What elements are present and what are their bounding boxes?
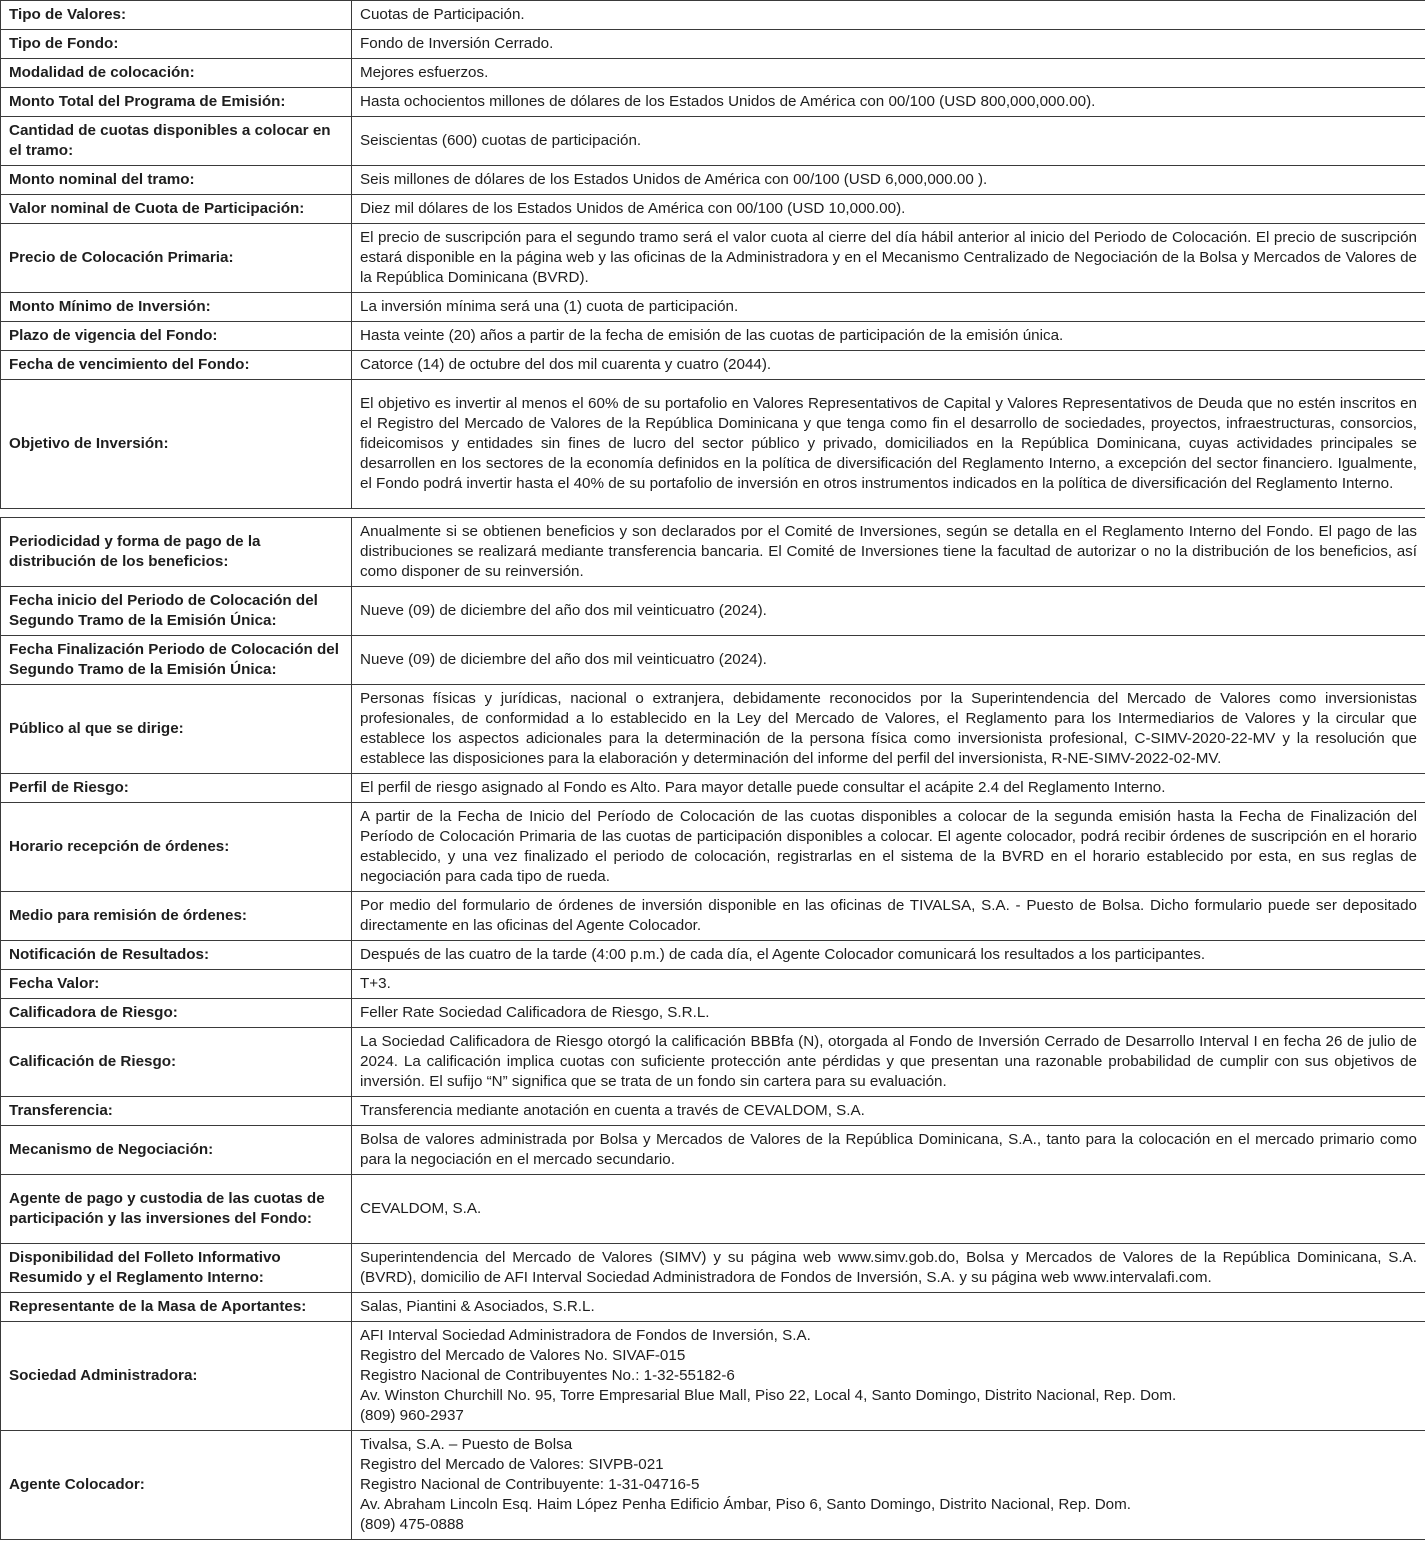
- field-value-fecha-valor: T+3.: [352, 970, 1425, 999]
- field-value-medio-para-remision-de-ordenes: Por medio del formulario de órdenes de inversión disponible en las oficinas de TIVALSA, S.A. - Puesto de Bolsa. Dicho formulario puede ser depositado directamente en las oficinas del Agente Colocador.: [352, 892, 1425, 941]
- field-value-representante-de-la-masa-de-aportantes: Salas, Piantini & Asociados, S.R.L.: [352, 1293, 1425, 1322]
- field-label-monto-minimo-de-inversion: Monto Mínimo de Inversión:: [1, 293, 352, 322]
- field-label-fecha-valor: Fecha Valor:: [1, 970, 352, 999]
- field-label-modalidad-de-colocacion: Modalidad de colocación:: [1, 59, 352, 88]
- table-row: [1, 774, 1425, 803]
- table-row: [1, 1293, 1425, 1322]
- field-value-monto-nominal-del-tramo: Seis millones de dólares de los Estados Unidos de América con 00/100 (USD 6,000,000.00 ).: [352, 166, 1425, 195]
- field-value-fecha-inicio-del-periodo-de-colocacion-del-segundo-tramo-de-la-emision-unica: Nueve (09) de diciembre del año dos mil veinticuatro (2024).: [352, 587, 1425, 636]
- field-label-agente-colocador: Agente Colocador:: [1, 1431, 352, 1540]
- table-row: [1, 195, 1425, 224]
- table-row: [1, 1126, 1425, 1175]
- field-value-monto-total-del-programa-de-emision: Hasta ochocientos millones de dólares de los Estados Unidos de América con 00/100 (USD 800,000,000.00).: [352, 88, 1425, 117]
- field-value-disponibilidad-del-folleto-informativo-resumido-y-el-reglamento-interno: Superintendencia del Mercado de Valores (SIMV) y su página web www.simv.gob.do, Bolsa y Mercados de Valores de la República Dominicana, S.A. (BVRD), domicilio de AFI Interval Sociedad Administradora de Fondos de Inversión, S.A. y su página web www.intervalafi.com.: [352, 1244, 1425, 1293]
- table-row: [1, 1175, 1425, 1244]
- field-label-disponibilidad-del-folleto-informativo-resumido-y-el-reglamento-interno: Disponibilidad del Folleto Informativo Resumido y el Reglamento Interno:: [1, 1244, 352, 1293]
- table-row: [1, 803, 1425, 892]
- value-line: (809) 960-2937: [360, 1407, 464, 1424]
- table-row: [1, 224, 1425, 293]
- field-label-calificadora-de-riesgo: Calificadora de Riesgo:: [1, 999, 352, 1028]
- field-label-transferencia: Transferencia:: [1, 1097, 352, 1126]
- field-value-notificacion-de-resultados: Después de las cuatro de la tarde (4:00 p.m.) de cada día, el Agente Colocador comunicará los resultados a los participantes.: [352, 941, 1425, 970]
- field-label-publico-al-que-se-dirige: Público al que se dirige:: [1, 685, 352, 774]
- fund-terms-table-2: [0, 517, 1425, 1540]
- table-row: [1, 970, 1425, 999]
- table-row: [1, 1097, 1425, 1126]
- fund-terms-table-1: [0, 0, 1425, 509]
- value-line: AFI Interval Sociedad Administradora de Fondos de Inversión, S.A.: [360, 1327, 811, 1344]
- field-value-tipo-de-fondo: Fondo de Inversión Cerrado.: [352, 30, 1425, 59]
- table-row: [1, 941, 1425, 970]
- table-row: [1, 685, 1425, 774]
- field-label-medio-para-remision-de-ordenes: Medio para remisión de órdenes:: [1, 892, 352, 941]
- table-row: [1, 636, 1425, 685]
- table-row: [1, 117, 1425, 166]
- table-row: [1, 59, 1425, 88]
- table-row: [1, 351, 1425, 380]
- table-row: [1, 1, 1425, 30]
- field-label-fecha-finalizacion-periodo-de-colocacion-del-segundo-tramo-de-la-emision-unica: Fecha Finalización Periodo de Colocación del Segundo Tramo de la Emisión Única:: [1, 636, 352, 685]
- value-line: Av. Abraham Lincoln Esq. Haim López Penha Edificio Ámbar, Piso 6, Santo Domingo, Distrito Nacional, Rep. Dom.: [360, 1496, 1132, 1513]
- field-value-fecha-de-vencimiento-del-fondo: Catorce (14) de octubre del dos mil cuarenta y cuatro (2044).: [352, 351, 1425, 380]
- field-label-mecanismo-de-negociacion: Mecanismo de Negociación:: [1, 1126, 352, 1175]
- value-line: Registro del Mercado de Valores No. SIVAF-015: [360, 1347, 686, 1364]
- field-label-monto-nominal-del-tramo: Monto nominal del tramo:: [1, 166, 352, 195]
- field-label-monto-total-del-programa-de-emision: Monto Total del Programa de Emisión:: [1, 88, 352, 117]
- table-row: [1, 1028, 1425, 1097]
- field-label-precio-de-colocacion-primaria: Precio de Colocación Primaria:: [1, 224, 352, 293]
- field-label-agente-de-pago-y-custodia-de-las-cuotas-de-participacion-y-las-inversiones-del-fondo: Agente de pago y custodia de las cuotas de participación y las inversiones del Fondo:: [1, 1175, 352, 1244]
- field-label-tipo-de-valores: Tipo de Valores:: [1, 1, 352, 30]
- field-value-precio-de-colocacion-primaria: El precio de suscripción para el segundo tramo será el valor cuota al cierre del día hábil anterior al inicio del Periodo de Colocación. El precio de suscripción estará disponible en la página web y las oficinas de la Administradora y en el Mecanismo Centralizado de Negociación de la Bolsa y Mercados de Valores de la República Dominicana (BVRD).: [352, 224, 1425, 293]
- table-row: [1, 1431, 1425, 1540]
- field-label-cantidad-de-cuotas-disponibles-a-colocar-en-el-tramo: Cantidad de cuotas disponibles a colocar en el tramo:: [1, 117, 352, 166]
- field-value-horario-recepcion-de-ordenes: A partir de la Fecha de Inicio del Período de Colocación de las cuotas disponibles a colocar de la segunda emisión hasta la Fecha de Finalización del Período de Colocación Primaria de las cuotas de participación disponibles a colocar. El agente colocador, podrá recibir órdenes de suscripción en el horario establecido, y una vez finalizado el periodo de colocación, registrarlas en el sistema de la BVRD en el horario establecido por esta, en sus reglas de negociación para cada tipo de rueda.: [352, 803, 1425, 892]
- field-label-calificacion-de-riesgo: Calificación de Riesgo:: [1, 1028, 352, 1097]
- field-label-fecha-inicio-del-periodo-de-colocacion-del-segundo-tramo-de-la-emision-unica: Fecha inicio del Periodo de Colocación del Segundo Tramo de la Emisión Única:: [1, 587, 352, 636]
- table-row: [1, 1322, 1425, 1431]
- field-value-fecha-finalizacion-periodo-de-colocacion-del-segundo-tramo-de-la-emision-unica: Nueve (09) de diciembre del año dos mil veinticuatro (2024).: [352, 636, 1425, 685]
- field-value-transferencia: Transferencia mediante anotación en cuenta a través de CEVALDOM, S.A.: [352, 1097, 1425, 1126]
- value-line: (809) 475-0888: [360, 1516, 464, 1533]
- value-line: Tivalsa, S.A. – Puesto de Bolsa: [360, 1436, 573, 1453]
- table-row: [1, 380, 1425, 509]
- table-row: [1, 587, 1425, 636]
- value-line: Registro Nacional de Contribuyente: 1-31-04716-5: [360, 1476, 700, 1493]
- value-line: Registro del Mercado de Valores: SIVPB-021: [360, 1456, 664, 1473]
- table-row: [1, 322, 1425, 351]
- field-value-cantidad-de-cuotas-disponibles-a-colocar-en-el-tramo: Seiscientas (600) cuotas de participación.: [352, 117, 1425, 166]
- field-label-horario-recepcion-de-ordenes: Horario recepción de órdenes:: [1, 803, 352, 892]
- field-label-representante-de-la-masa-de-aportantes: Representante de la Masa de Aportantes:: [1, 1293, 352, 1322]
- field-label-fecha-de-vencimiento-del-fondo: Fecha de vencimiento del Fondo:: [1, 351, 352, 380]
- field-value-sociedad-administradora: [352, 1322, 1425, 1431]
- field-label-sociedad-administradora: Sociedad Administradora:: [1, 1322, 352, 1431]
- field-value-agente-de-pago-y-custodia-de-las-cuotas-de-participacion-y-las-inversiones-del-fondo: CEVALDOM, S.A.: [352, 1175, 1425, 1244]
- field-label-plazo-de-vigencia-del-fondo: Plazo de vigencia del Fondo:: [1, 322, 352, 351]
- table-row: [1, 892, 1425, 941]
- field-value-publico-al-que-se-dirige: Personas físicas y jurídicas, nacional o extranjera, debidamente reconocidos por la Superintendencia del Mercado de Valores como inversionistas profesionales, de conformidad a lo establecido en la Ley del Mercado de Valores, el Reglamento para los Intermediarios de Valores y la circular que establece los aspectos adicionales para la determinación de la persona física como inversionista profesional, C-SIMV-2020-22-MV y la resolución que establece las disposiciones para la elaboración y determinación del informe del perfil del inversionista, R-NE-SIMV-2022-02-MV.: [352, 685, 1425, 774]
- field-value-modalidad-de-colocacion: Mejores esfuerzos.: [352, 59, 1425, 88]
- field-value-agente-colocador: [352, 1431, 1425, 1540]
- field-value-plazo-de-vigencia-del-fondo: Hasta veinte (20) años a partir de la fecha de emisión de las cuotas de participación de la emisión única.: [352, 322, 1425, 351]
- field-value-periodicidad-y-forma-de-pago-de-la-distribucion-de-los-beneficios: Anualmente si se obtienen beneficios y son declarados por el Comité de Inversiones, según se detalla en el Reglamento Interno del Fondo. El pago de las distribuciones se realizará mediante transferencia bancaria. El Comité de Inversiones tiene la facultad de autorizar o no la distribución de los beneficios, así como disponer de su reinversión.: [352, 518, 1425, 587]
- field-value-calificacion-de-riesgo: La Sociedad Calificadora de Riesgo otorgó la calificación BBBfa (N), otorgada al Fondo de Inversión Cerrado de Desarrollo Interval I en fecha 26 de julio de 2024. La calificación implica cuotas con suficiente protección ante pérdidas y que presentan una razonable probabilidad de cumplir con sus objetivos de inversión. El sufijo “N” significa que se trata de un fondo sin cartera para su evaluación.: [352, 1028, 1425, 1097]
- value-line: Av. Winston Churchill No. 95, Torre Empresarial Blue Mall, Piso 22, Local 4, Santo Domingo, Distrito Nacional, Rep. Dom.: [360, 1387, 1177, 1404]
- table-row: [1, 30, 1425, 59]
- field-value-monto-minimo-de-inversion: La inversión mínima será una (1) cuota de participación.: [352, 293, 1425, 322]
- table-row: [1, 1244, 1425, 1293]
- value-line: Registro Nacional de Contribuyentes No.: 1-32-55182-6: [360, 1367, 735, 1384]
- field-value-tipo-de-valores: Cuotas de Participación.: [352, 1, 1425, 30]
- field-value-valor-nominal-de-cuota-de-participacion: Diez mil dólares de los Estados Unidos de América con 00/100 (USD 10,000.00).: [352, 195, 1425, 224]
- table-row: [1, 293, 1425, 322]
- field-label-objetivo-de-inversion: Objetivo de Inversión:: [1, 380, 352, 509]
- field-label-perfil-de-riesgo: Perfil de Riesgo:: [1, 774, 352, 803]
- field-label-valor-nominal-de-cuota-de-participacion: Valor nominal de Cuota de Participación:: [1, 195, 352, 224]
- table-row: [1, 166, 1425, 195]
- field-label-notificacion-de-resultados: Notificación de Resultados:: [1, 941, 352, 970]
- field-value-calificadora-de-riesgo: Feller Rate Sociedad Calificadora de Riesgo, S.R.L.: [352, 999, 1425, 1028]
- table-row: [1, 999, 1425, 1028]
- field-value-perfil-de-riesgo: El perfil de riesgo asignado al Fondo es Alto. Para mayor detalle puede consultar el acápite 2.4 del Reglamento Interno.: [352, 774, 1425, 803]
- table-row: [1, 88, 1425, 117]
- field-value-mecanismo-de-negociacion: Bolsa de valores administrada por Bolsa y Mercados de Valores de la República Dominicana, S.A., tanto para la colocación en el mercado primario como para la negociación en el mercado secundario.: [352, 1126, 1425, 1175]
- field-value-objetivo-de-inversion: El objetivo es invertir al menos el 60% de su portafolio en Valores Representativos de Capital y Valores Representativos de Deuda que no estén inscritos en el Registro del Mercado de Valores de la República Dominicana y que tenga como fin el desarrollo de sociedades, proyectos, infraestructuras, consorcios, fideicomisos y entidades sin fines de lucro del sector público y privado, domiciliados en la República Dominicana, cuyas actividades principales se desarrollen en los sectores de la economía definidos en la política de diversificación del Reglamento Interno, a excepción del sector financiero. Igualmente, el Fondo podrá invertir hasta el 40% de su portafolio de inversión en otros instrumentos indicados en la política de diversificación del Reglamento Interno.: [352, 380, 1425, 509]
- field-label-periodicidad-y-forma-de-pago-de-la-distribucion-de-los-beneficios: Periodicidad y forma de pago de la distribución de los beneficios:: [1, 518, 352, 587]
- table-row: [1, 518, 1425, 587]
- field-label-tipo-de-fondo: Tipo de Fondo:: [1, 30, 352, 59]
